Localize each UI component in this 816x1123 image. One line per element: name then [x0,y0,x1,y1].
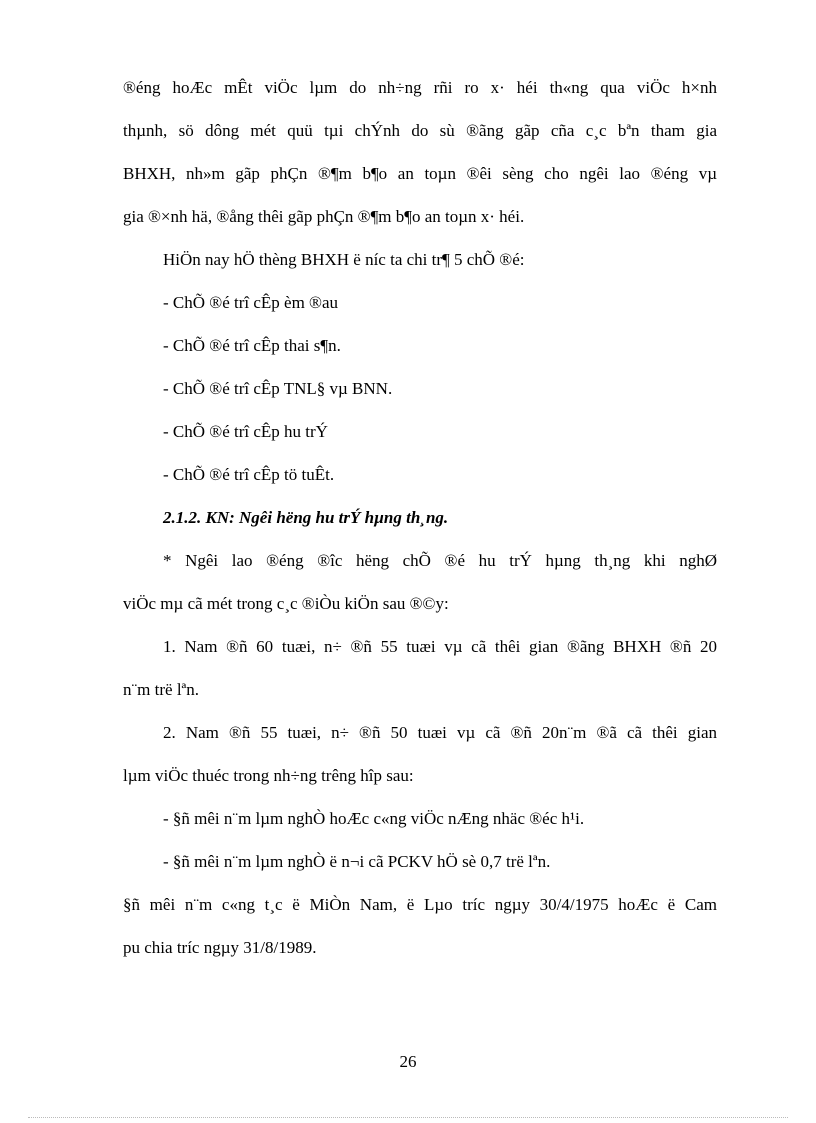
list-item: - ChÕ ®é trî cÊp thai s¶n. [163,336,341,355]
paragraph-line: BHXH, nh»m gãp phÇn ®¶m b¶o an toµn ®êi sèng cho ngêi lao ®éng vµ [123,164,717,183]
section-heading: 2.1.2. KN: Ngêi hëng hu trÝ hµng th¸ng. [163,508,449,527]
paragraph-line: thµnh, sö dông mét quü tµi chÝnh do sù ®ãng gãp cña c¸c bªn tham gia [123,121,717,140]
page-number: 26 [399,1052,417,1071]
page-bottom-divider [28,1117,788,1118]
paragraph-line: 1. Nam ®ñ 60 tuæi, n÷ ®ñ 55 tuæi vµ cã thêi gian ®ãng BHXH ®ñ 20 [163,637,717,656]
paragraph-line: * Ngêi lao ®éng ®îc hëng chÕ ®é hu trÝ hµng th¸ng khi nghØ [163,551,717,570]
list-item: - ChÕ ®é trî cÊp hu trÝ [163,422,328,441]
paragraph-line: 2. Nam ®ñ 55 tuæi, n÷ ®ñ 50 tuæi vµ cã ®ñ 20n¨m ®ã cã thêi gian [163,723,717,742]
paragraph-line: n¨m trë lªn. [123,680,199,699]
paragraph-line: viÖc mµ cã mét trong c¸c ®iÒu kiÖn sau ®©y: [123,594,449,613]
list-item: - §ñ mêi n¨m lµm nghÒ ë n¬i cã PCKV hÖ sè 0,7 trë lªn. [163,852,551,871]
list-item: - ChÕ ®é trî cÊp TNL§ vµ BNN. [163,379,393,398]
paragraph-line: pu chia tríc ngµy 31/8/1989. [123,938,317,957]
list-item: - ChÕ ®é trî cÊp èm ®au [163,293,339,312]
list-item: - §ñ mêi n¨m lµm nghÒ hoÆc c«ng viÖc nÆng nhäc ®éc h¹i. [163,809,585,828]
paragraph-line: HiÖn nay hÖ thèng BHXH ë níc ta chi tr¶ 5 chÕ ®é: [163,250,525,269]
paragraph-line: lµm viÖc thuéc trong nh÷ng trêng hîp sau: [123,766,414,785]
list-item: - ChÕ ®é trî cÊp tö tuÊt. [163,465,335,484]
paragraph-line: gia ®×nh hä, ®ång thêi gãp phÇn ®¶m b¶o an toµn x· héi. [123,207,525,226]
paragraph-line: ®éng hoÆc mÊt viÖc lµm do nh÷ng rñi ro x· héi th«ng qua viÖc h×nh [123,78,717,97]
paragraph-line: §ñ mêi n¨m c«ng t¸c ë MiÒn Nam, ë Lµo tríc ngµy 30/4/1975 hoÆc ë Cam [123,895,717,914]
